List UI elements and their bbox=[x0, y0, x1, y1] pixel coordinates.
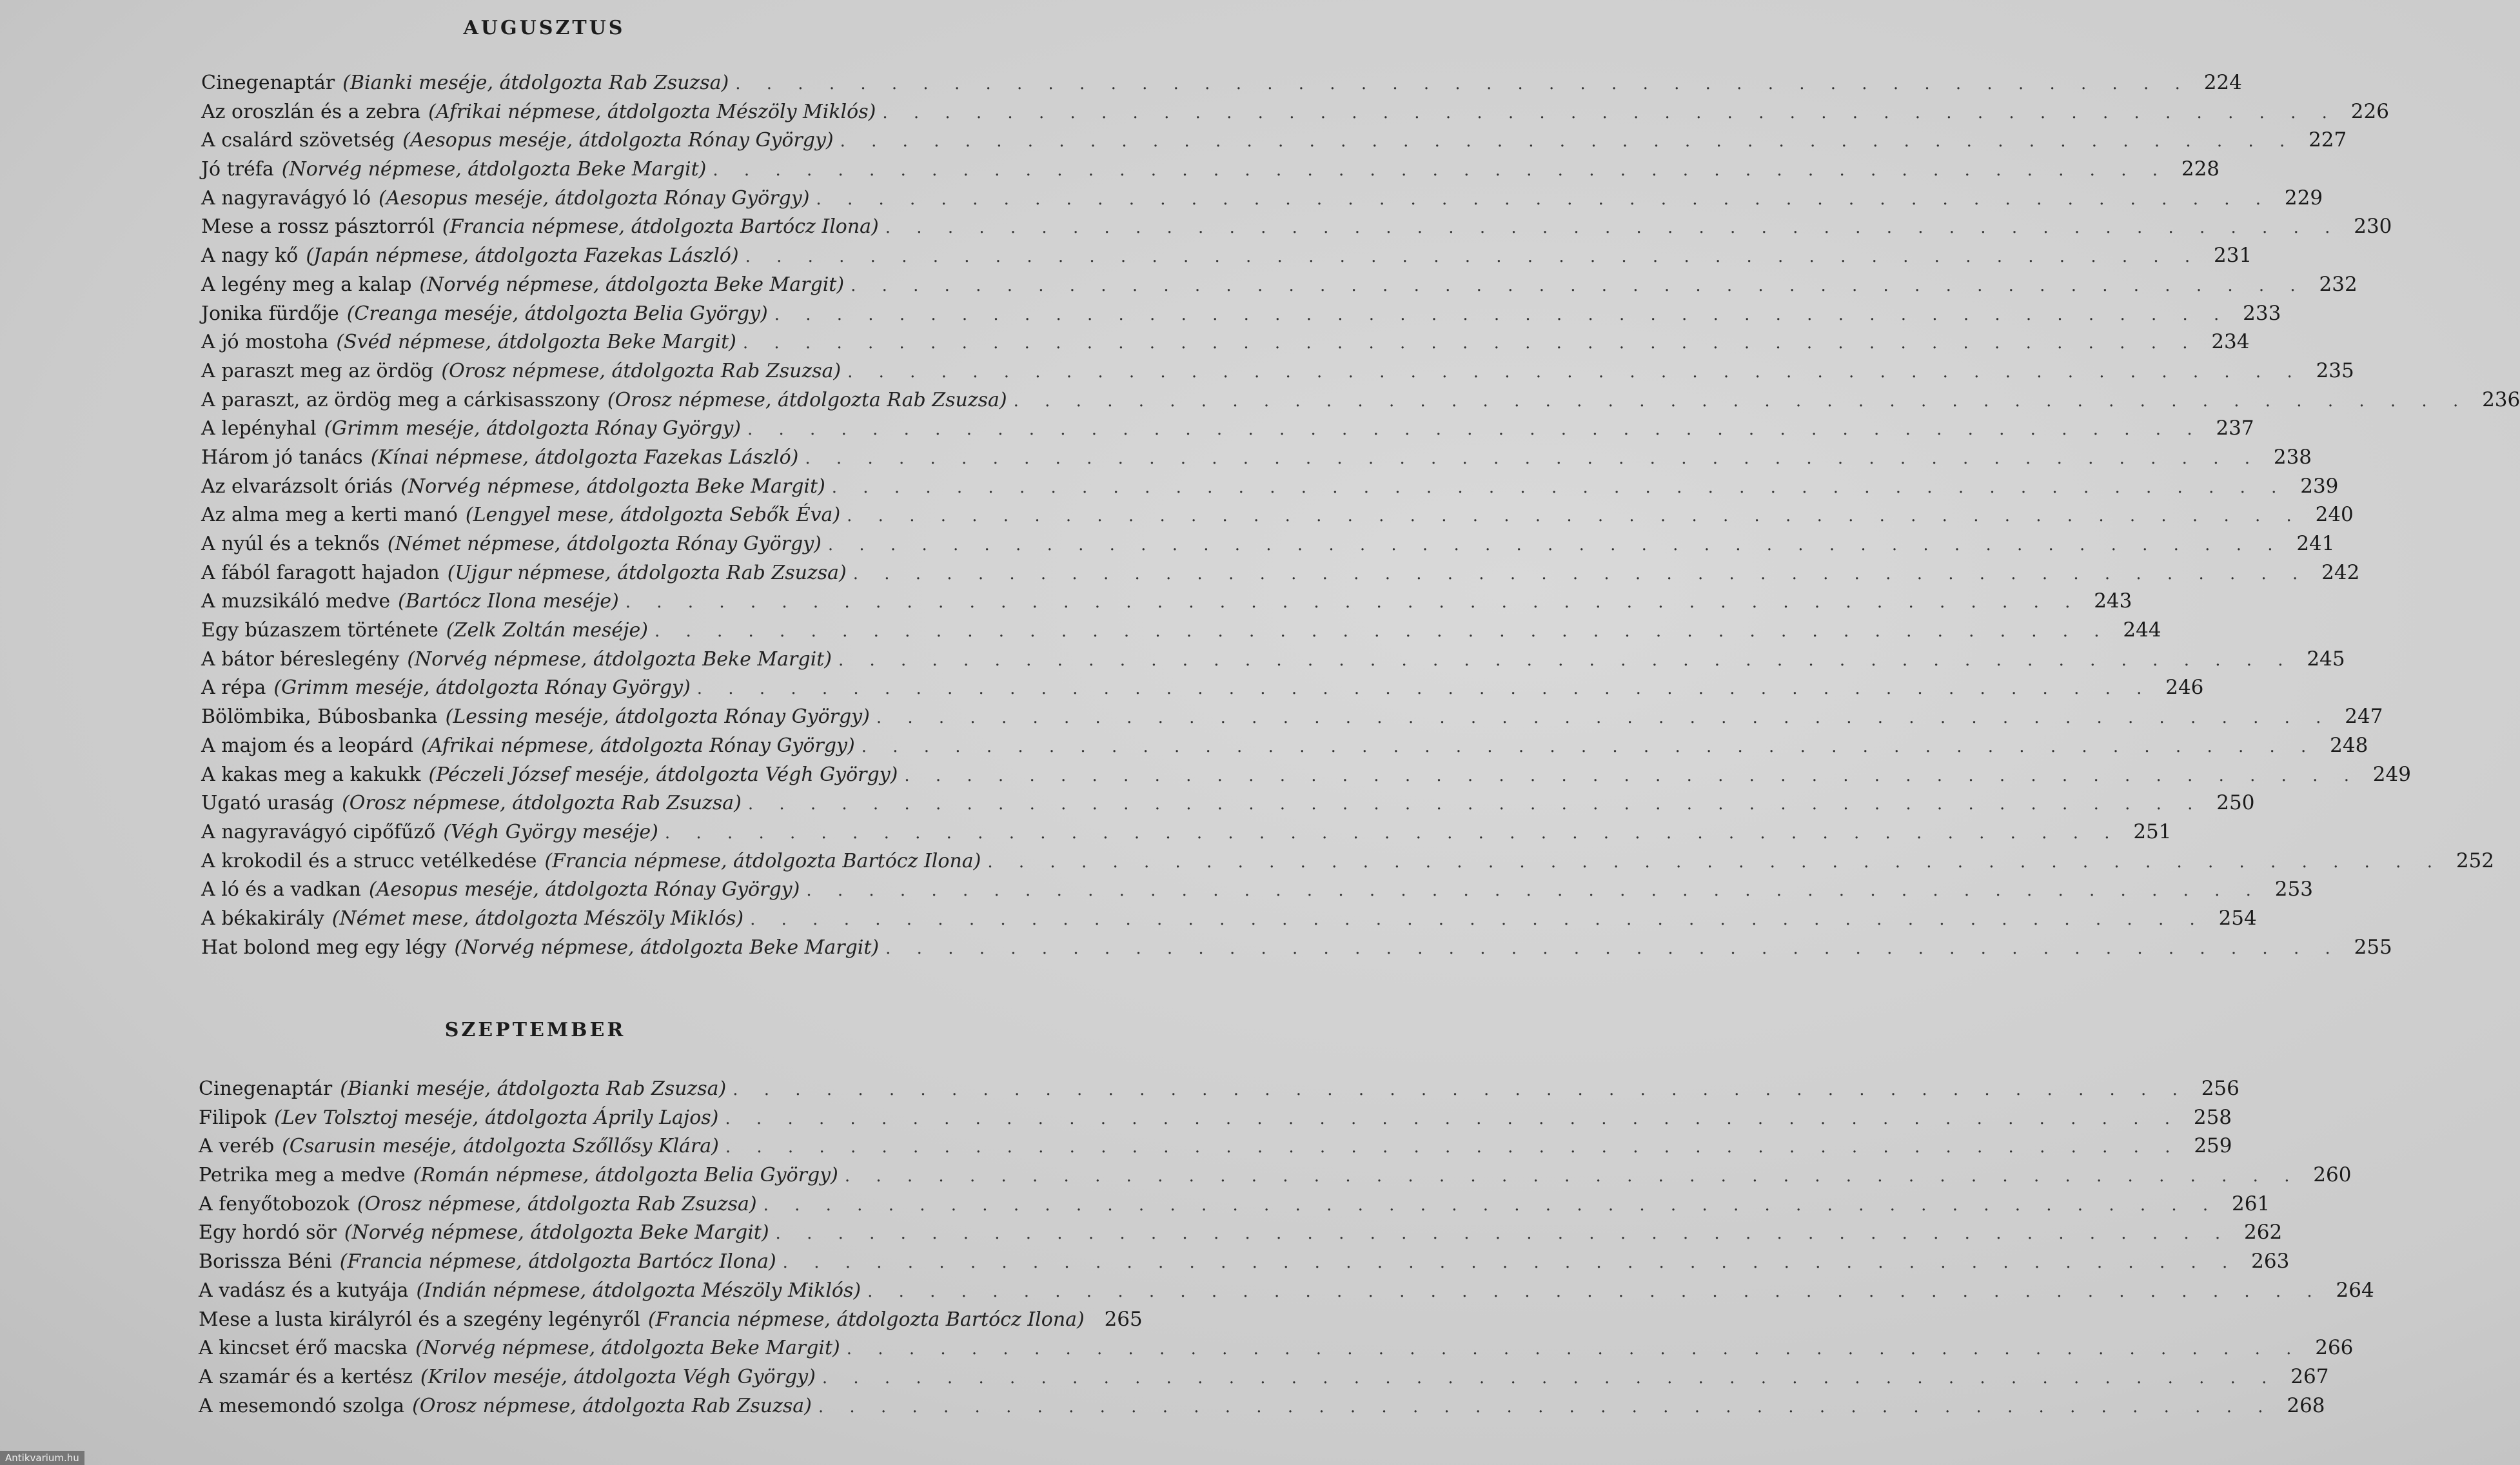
toc-entry-title: A mesemondó szolga bbox=[199, 1394, 405, 1417]
toc-entry-credit: (Német mese, átdolgozta Mészöly Miklós) bbox=[331, 907, 744, 930]
toc-entry-page: 227 bbox=[2308, 128, 2347, 152]
dot-leader bbox=[987, 852, 2443, 872]
dot-leader bbox=[733, 1080, 2188, 1099]
toc-entry-credit: (Csarusin meséje, átdolgozta Szőllősy Klára) bbox=[282, 1135, 719, 1158]
dot-leader bbox=[725, 1109, 2180, 1128]
toc-entry-page: 239 bbox=[2300, 474, 2339, 498]
toc-entry-title: A veréb bbox=[199, 1135, 275, 1158]
dot-leader bbox=[625, 593, 2081, 612]
toc-entry-title: A fából faragott hajadon bbox=[201, 561, 440, 584]
toc-entry bbox=[201, 157, 2220, 186]
dot-leader bbox=[840, 132, 2296, 151]
toc-entry bbox=[201, 532, 2335, 561]
toc-entry-title: A fenyőtobozok bbox=[199, 1192, 349, 1215]
toc-entry-credit: (Lengyel mese, átdolgozta Sebők Éva) bbox=[465, 504, 841, 527]
toc-entry bbox=[201, 71, 2242, 100]
dot-leader bbox=[851, 276, 2306, 295]
toc-entry-page: 265 bbox=[1104, 1307, 1143, 1331]
toc-entry-title: Ugató uraság bbox=[201, 792, 335, 815]
toc-entry-title: Hat bolond meg egy légy bbox=[201, 936, 447, 959]
toc-entry-title: A nagyravágyó ló bbox=[201, 186, 371, 210]
toc-entry-page: 264 bbox=[2336, 1278, 2374, 1302]
toc-entry bbox=[199, 1336, 2354, 1365]
toc-entry-title: A nagyravágyó cipőfűző bbox=[201, 820, 436, 843]
toc-entry-credit: (Indián népmese, átdolgozta Mészöly Miklós) bbox=[416, 1279, 861, 1302]
toc-entry-credit: (Francia népmese, átdolgozta Bartócz Ilona) bbox=[339, 1250, 776, 1273]
toc-entry-page: 253 bbox=[2274, 878, 2313, 901]
toc-entry-credit: (Aesopus meséje, átdolgozta Rónay György) bbox=[368, 878, 800, 901]
dot-leader bbox=[818, 1397, 2274, 1417]
dot-leader bbox=[783, 1253, 2238, 1272]
toc-entry-credit: (Grimm meséje, átdolgozta Rónay György) bbox=[324, 417, 741, 440]
toc-entry bbox=[199, 1250, 2290, 1279]
toc-entry-page: 242 bbox=[2321, 560, 2360, 584]
toc-entry-title: A paraszt, az ördög meg a cárkisasszony bbox=[201, 388, 600, 411]
toc-entry-title: Bölömbika, Búbosbanka bbox=[201, 705, 438, 729]
toc-entry bbox=[199, 1077, 2239, 1106]
toc-entry-page: 252 bbox=[2456, 849, 2494, 872]
toc-entry-page: 251 bbox=[2133, 820, 2172, 843]
toc-entry-title: Petrika meg a medve bbox=[199, 1164, 406, 1187]
dot-leader bbox=[776, 1224, 2231, 1243]
toc-entry bbox=[201, 589, 2132, 618]
toc-entry-credit: (Japán népmese, átdolgozta Fazekas László) bbox=[306, 244, 739, 268]
toc-entry-title: Az alma meg a kerti manó bbox=[201, 504, 458, 527]
toc-entry-page: 254 bbox=[2218, 906, 2257, 930]
toc-entry-title: Jonika fürdője bbox=[201, 302, 339, 325]
toc-entry-credit: (Grimm meséje, átdolgozta Rónay György) bbox=[273, 676, 691, 700]
toc-entry-page: 231 bbox=[2214, 244, 2252, 268]
toc-entry-page: 236 bbox=[2482, 388, 2520, 411]
dot-leader bbox=[735, 74, 2190, 93]
toc-entry-credit: (Orosz népmese, átdolgozta Rab Zsuzsa) bbox=[342, 792, 742, 815]
toc-entry-title: A vadász és a kutyája bbox=[199, 1279, 409, 1302]
dot-leader bbox=[847, 506, 2302, 526]
toc-entry-page: 245 bbox=[2307, 647, 2345, 671]
toc-entry-title: A kincset érő macska bbox=[199, 1337, 408, 1360]
toc-entry-title: Egy búzaszem története bbox=[201, 619, 438, 642]
toc-entry-page: 230 bbox=[2354, 215, 2392, 239]
toc-entry-page: 228 bbox=[2181, 157, 2220, 181]
toc-entry bbox=[201, 560, 2360, 590]
dot-leader bbox=[1014, 391, 2469, 411]
toc-entry-credit: (Norvég népmese, átdolgozta Beke Margit) bbox=[454, 936, 880, 959]
toc-entry-credit: (Svéd népmese, átdolgozta Beke Margit) bbox=[336, 331, 736, 354]
toc-entry-title: Mese a lusta királyról és a szegény legényről bbox=[199, 1308, 640, 1331]
toc-entry-title: A paraszt meg az ördög bbox=[201, 359, 434, 382]
toc-entry-title: Három jó tanács bbox=[201, 446, 363, 469]
toc-entry-page: 260 bbox=[2313, 1163, 2352, 1187]
toc-entry-credit: (Francia népmese, átdolgozta Bartócz Ilona) bbox=[647, 1308, 1085, 1331]
toc-entry-credit: (Francia népmese, átdolgozta Bartócz Ilona) bbox=[544, 849, 981, 872]
toc-entry-credit: (Norvég népmese, átdolgozta Beke Margit) bbox=[407, 647, 832, 671]
dot-leader bbox=[882, 103, 2338, 123]
toc-entry-page: 248 bbox=[2330, 733, 2368, 757]
toc-entry-credit: (Ujgur népmese, átdolgozta Rab Zsuzsa) bbox=[447, 561, 847, 584]
toc-entry-page: 266 bbox=[2315, 1336, 2354, 1360]
dot-leader bbox=[816, 190, 2271, 209]
toc-entry-credit: (Bianki meséje, átdolgozta Rab Zsuzsa) bbox=[340, 1077, 727, 1100]
toc-entry bbox=[199, 1307, 1143, 1337]
toc-entry-page: 256 bbox=[2201, 1077, 2239, 1100]
toc-entry bbox=[201, 820, 2172, 849]
toc-entry bbox=[201, 445, 2312, 475]
toc-entry-title: Mese a rossz pásztorról bbox=[201, 215, 435, 239]
toc-list-szeptember bbox=[199, 1077, 2374, 1422]
toc-entry bbox=[201, 935, 2392, 965]
toc-entry bbox=[201, 244, 2252, 273]
toc-entry bbox=[201, 705, 2383, 734]
toc-entry bbox=[199, 1105, 2232, 1135]
toc-entry bbox=[199, 1221, 2283, 1250]
toc-entry-credit: (Creanga meséje, átdolgozta Belia György) bbox=[346, 302, 768, 325]
dot-leader bbox=[838, 651, 2294, 670]
dot-leader bbox=[745, 247, 2201, 266]
toc-entry-page: 259 bbox=[2194, 1134, 2232, 1158]
toc-entry bbox=[201, 272, 2358, 302]
toc-entry bbox=[201, 762, 2411, 792]
toc-entry-title: A lepényhal bbox=[201, 417, 317, 440]
dot-leader bbox=[747, 420, 2203, 439]
toc-entry-title: Az oroszlán és a zebra bbox=[201, 100, 421, 123]
toc-entry-page: 263 bbox=[2251, 1250, 2290, 1273]
toc-entry-page: 267 bbox=[2290, 1364, 2329, 1388]
toc-entry-credit: (Aesopus meséje, átdolgozta Rónay György) bbox=[379, 186, 810, 210]
toc-entry-credit: (Norvég népmese, átdolgozta Beke Margit) bbox=[344, 1221, 769, 1244]
toc-entry-title: Borissza Béni bbox=[199, 1250, 332, 1273]
toc-entry-credit: (Orosz népmese, átdolgozta Rab Zsuzsa) bbox=[357, 1192, 757, 1215]
toc-entry-title: Egy hordó sör bbox=[199, 1221, 337, 1244]
toc-entry bbox=[199, 1364, 2329, 1394]
toc-entry bbox=[199, 1192, 2270, 1221]
toc-entry-title: A jó mostoha bbox=[201, 331, 329, 354]
dot-leader bbox=[665, 823, 2120, 843]
toc-entry-page: 240 bbox=[2315, 503, 2354, 527]
dot-leader bbox=[853, 564, 2308, 584]
toc-entry-title: A krokodil és a strucc vetélkedése bbox=[201, 849, 537, 872]
dot-leader bbox=[847, 362, 2303, 382]
dot-leader bbox=[725, 1137, 2181, 1157]
toc-entry-page: 249 bbox=[2372, 762, 2411, 786]
watermark-text: Antikvarium.hu bbox=[0, 1451, 84, 1465]
toc-entry bbox=[201, 503, 2354, 532]
toc-entry-credit: (Bianki meséje, átdolgozta Rab Zsuzsa) bbox=[342, 72, 729, 94]
toc-entry-title: A legény meg a kalap bbox=[201, 273, 412, 296]
toc-entry bbox=[199, 1163, 2352, 1192]
toc-entry-title: A muzsikáló medve bbox=[201, 590, 391, 613]
toc-entry-title: A csalárd szövetség bbox=[201, 129, 395, 152]
toc-list-augusztus bbox=[201, 71, 2520, 964]
toc-entry-credit: (Végh György meséje) bbox=[443, 820, 658, 843]
toc-entry bbox=[201, 215, 2392, 244]
toc-entry-page: 258 bbox=[2193, 1105, 2232, 1129]
toc-entry-page: 262 bbox=[2244, 1221, 2283, 1244]
toc-entry-credit: (Orosz népmese, átdolgozta Rab Zsuzsa) bbox=[441, 359, 842, 382]
dot-leader bbox=[845, 1166, 2300, 1186]
toc-entry-credit: (Kínai népmese, átdolgozta Fazekas László) bbox=[370, 446, 799, 469]
toc-entry bbox=[199, 1393, 2325, 1423]
toc-entry-credit: (Norvég népmese, átdolgozta Beke Margit) bbox=[415, 1337, 840, 1360]
toc-entry bbox=[201, 906, 2257, 936]
toc-entry bbox=[201, 733, 2368, 763]
toc-entry bbox=[201, 388, 2520, 417]
section-title-augusztus: AUGUSZTUS bbox=[463, 17, 625, 39]
section-title-szeptember: SZEPTEMBER bbox=[444, 1019, 626, 1041]
toc-entry-credit: (Afrikai népmese, átdolgozta Mészöly Miklós) bbox=[428, 100, 876, 123]
toc-entry-page: 237 bbox=[2216, 417, 2254, 440]
dot-leader bbox=[774, 305, 2230, 324]
toc-entry-credit: (Norvég népmese, átdolgozta Beke Margit) bbox=[281, 158, 707, 181]
toc-entry-page: 244 bbox=[2123, 618, 2161, 642]
toc-entry-page: 229 bbox=[2284, 186, 2323, 210]
dot-leader bbox=[805, 449, 2260, 468]
dot-leader bbox=[655, 622, 2110, 641]
dot-leader bbox=[713, 161, 2168, 180]
toc-entry-credit: (Afrikai népmese, átdolgozta Rónay György) bbox=[421, 734, 855, 757]
toc-entry bbox=[201, 186, 2323, 215]
toc-entry-credit: (Bartócz Ilona meséje) bbox=[398, 590, 619, 613]
dot-leader bbox=[885, 218, 2341, 237]
toc-entry-title: A ló és a vadkan bbox=[201, 878, 361, 901]
toc-entry-page: 246 bbox=[2165, 676, 2204, 700]
toc-entry-page: 255 bbox=[2354, 935, 2392, 959]
toc-entry-title: A kakas meg a kakukk bbox=[201, 763, 421, 786]
toc-entry bbox=[201, 99, 2389, 129]
toc-entry-page: 235 bbox=[2316, 359, 2354, 382]
toc-entry-credit: (Orosz népmese, átdolgozta Rab Zsuzsa) bbox=[607, 388, 1007, 411]
toc-entry-page: 233 bbox=[2243, 301, 2281, 325]
toc-entry-title: A szamár és a kertész bbox=[199, 1365, 413, 1388]
toc-entry-credit: (Zelk Zoltán meséje) bbox=[446, 619, 648, 642]
dot-leader bbox=[828, 535, 2283, 555]
toc-entry-title: A répa bbox=[201, 676, 266, 700]
toc-entry bbox=[201, 849, 2494, 878]
dot-leader bbox=[847, 1339, 2302, 1359]
toc-entry-page: 247 bbox=[2345, 705, 2383, 729]
toc-entry-credit: (Lev Tolsztoj meséje, átdolgozta Áprily Lajos) bbox=[274, 1106, 719, 1129]
toc-entry-title: Az elvarázsolt óriás bbox=[201, 475, 393, 498]
toc-entry-title: A bátor béreslegény bbox=[201, 647, 400, 671]
toc-entry-title: A nyúl és a teknős bbox=[201, 533, 380, 555]
dot-leader bbox=[806, 881, 2261, 900]
dot-leader bbox=[743, 333, 2198, 353]
toc-entry-page: 232 bbox=[2319, 272, 2358, 296]
toc-entry bbox=[201, 618, 2161, 647]
toc-entry-title: A békakirály bbox=[201, 907, 324, 930]
toc-entry-title: Jó tréfa bbox=[201, 158, 274, 181]
toc-entry-page: 224 bbox=[2203, 71, 2242, 94]
toc-entry bbox=[201, 128, 2347, 157]
toc-entry-page: 234 bbox=[2211, 330, 2250, 354]
dot-leader bbox=[748, 794, 2203, 814]
toc-entry bbox=[199, 1278, 2374, 1308]
toc-entry-page: 268 bbox=[2287, 1393, 2325, 1417]
toc-entry bbox=[201, 330, 2250, 359]
dot-leader bbox=[763, 1195, 2219, 1215]
toc-entry-credit: (Német népmese, átdolgozta Rónay György) bbox=[387, 533, 822, 555]
toc-entry bbox=[201, 359, 2354, 388]
toc-entry-title: A majom és a leopárd bbox=[201, 734, 414, 757]
toc-entry-title: Cinegenaptár bbox=[201, 72, 335, 94]
toc-entry bbox=[199, 1134, 2232, 1163]
dot-leader bbox=[750, 910, 2205, 929]
toc-entry-credit: (Norvég népmese, átdolgozta Beke Margit) bbox=[400, 475, 825, 498]
dot-leader bbox=[697, 679, 2152, 698]
toc-entry bbox=[201, 676, 2204, 705]
toc-entry bbox=[201, 647, 2345, 676]
toc-entry-title: Filipok bbox=[199, 1106, 267, 1129]
toc-entry bbox=[201, 301, 2281, 331]
toc-entry-credit: (Péczeli József meséje, átdolgozta Végh György) bbox=[428, 763, 898, 786]
toc-entry bbox=[201, 791, 2255, 820]
toc-entry-credit: (Norvég népmese, átdolgozta Beke Margit) bbox=[419, 273, 845, 296]
dot-leader bbox=[885, 939, 2341, 958]
toc-entry-page: 226 bbox=[2350, 99, 2389, 123]
dot-leader bbox=[861, 737, 2317, 756]
dot-leader bbox=[832, 478, 2287, 497]
dot-leader bbox=[822, 1368, 2278, 1388]
toc-entry-page: 241 bbox=[2296, 532, 2335, 555]
toc-entry-page: 261 bbox=[2232, 1192, 2270, 1215]
toc-entry-page: 243 bbox=[2094, 589, 2132, 613]
toc-entry-page: 238 bbox=[2273, 445, 2312, 469]
dot-leader bbox=[904, 766, 2359, 785]
toc-entry-credit: (Orosz népmese, átdolgozta Rab Zsuzsa) bbox=[412, 1394, 812, 1417]
toc-entry-credit: (Román népmese, átdolgozta Belia György) bbox=[413, 1164, 838, 1187]
toc-entry bbox=[201, 417, 2254, 446]
toc-entry-page: 250 bbox=[2216, 791, 2255, 815]
toc-entry-title: A nagy kő bbox=[201, 244, 299, 268]
toc-entry-credit: (Francia népmese, átdolgozta Bartócz Ilona) bbox=[442, 215, 879, 239]
toc-entry-credit: (Krilov meséje, átdolgozta Végh György) bbox=[420, 1365, 816, 1388]
toc-entry bbox=[201, 878, 2313, 907]
dot-leader bbox=[867, 1282, 2323, 1301]
toc-entry bbox=[201, 474, 2339, 504]
toc-entry-credit: (Aesopus meséje, átdolgozta Rónay György) bbox=[402, 129, 834, 152]
toc-entry-credit: (Lessing meséje, átdolgozta Rónay György) bbox=[445, 705, 870, 729]
dot-leader bbox=[876, 708, 2332, 727]
toc-entry-title: Cinegenaptár bbox=[199, 1077, 333, 1100]
